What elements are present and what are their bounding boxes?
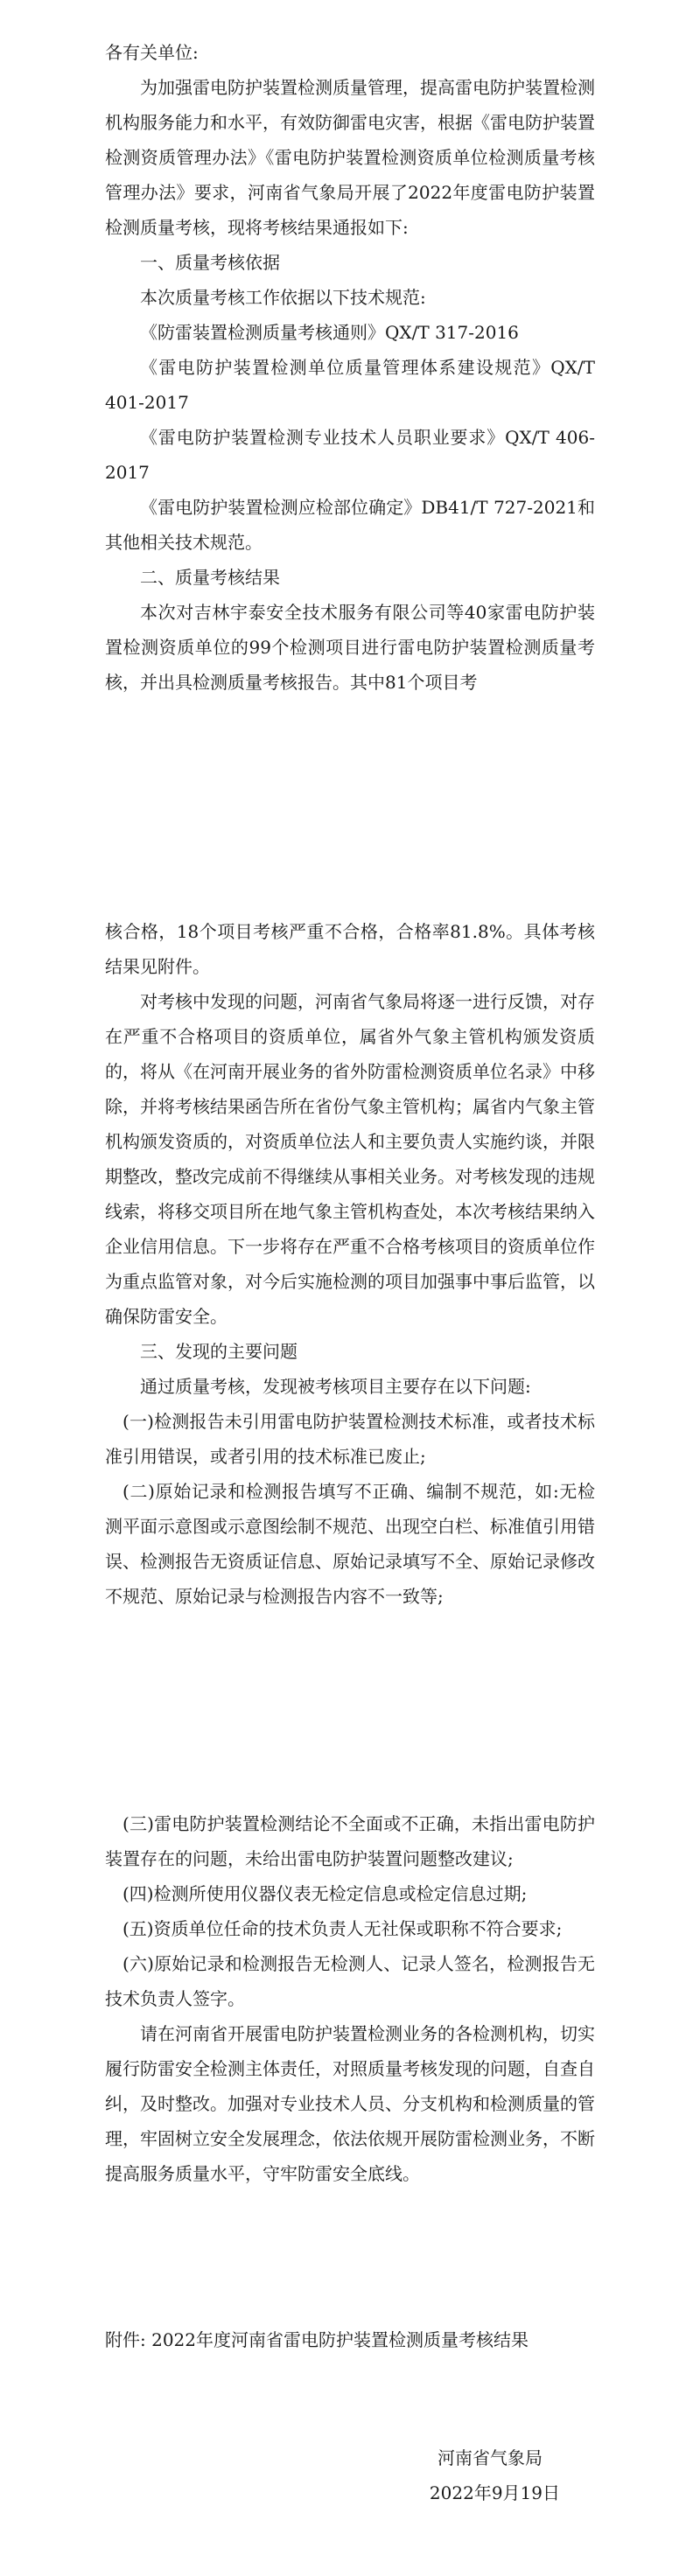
standard-item-3: 《雷电防护装置检测专业技术人员职业要求》QX/T 406-2017 (105, 427, 595, 483)
attachment-block (105, 2322, 595, 2357)
feedback-paragraph: 对考核中发现的问题，河南省气象局将逐一进行反馈，对存在严重不合格项目的资质单位，属省外气象主管机构颁发资质的，将从《在河南开展业务的省外防雷检测资质单位名录》中移除，并将考核结果函告所在省份气象主管机构；属省内气象主管机构颁发资质的，对资质单位法人和主要负责人实施约谈，并限期整改，整改完成前不得继续从事相关业务。对考核发现的违规线索，将移交项目所在地气象主管机构查处，本次考核结果纳入企业信用信息。下一步将存在严重不合格考核项目的资质单位作为重点监管对象，对今后实施检测的项目加强事中事后监管，以确保防雷安全。 (105, 991, 595, 1327)
attachment-line: 附件: 2022年度河南省雷电防护装置检测质量考核结果 (105, 2329, 528, 2350)
page-three-content (105, 1806, 595, 2191)
recipient-line: 各有关单位: (105, 42, 199, 63)
standard-item-2: 《雷电防护装置检测单位质量管理体系建设规范》QX/T 401-2017 (105, 357, 595, 413)
problem-item-5: (五)资质单位任命的技术负责人无社保或职称不符合要求; (122, 1918, 563, 1939)
problem-item-1: (一)检测报告未引用雷电防护装置检测技术标准，或者技术标准引用错误，或者引用的技术标准已废止; (105, 1411, 595, 1467)
closing-paragraph: 请在河南省开展雷电防护装置检测业务的各检测机构，切实履行防雷安全检测主体责任，对照质量考核发现的问题，自查自纠，及时整改。加强对专业技术人员、分支机构和检测质量的管理，牢固树立安全发展理念，依法依规开展防雷检测业务，不断提高服务质量水平，守牢防雷安全底线。 (105, 2023, 595, 2184)
intro-paragraph: 为加强雷电防护装置检测质量管理，提高雷电防护装置检测机构服务能力和水平，有效防御雷电灾害，根据《雷电防护装置检测资质管理办法》《雷电防护装置检测资质单位检测质量考核管理办法》要求，河南省气象局开展了2022年度雷电防护装置检测质量考核，现将考核结果通报如下: (105, 77, 595, 238)
problem-item-4: (四)检测所使用仪器仪表无检定信息或检定信息过期; (122, 1883, 528, 1904)
section-one-lead: 本次质量考核工作依据以下技术规范: (140, 287, 426, 308)
standard-item-4: 《雷电防护装置检测应检部位确定》DB41/T 727-2021和其他相关技术规范。 (105, 497, 595, 553)
page-two-content (105, 914, 595, 1614)
results-paragraph-part2: 核合格，18个项目考核严重不合格，合格率81.8%。具体考核结果见附件。 (105, 921, 595, 977)
results-paragraph-part1: 本次对吉林宇泰安全技术服务有限公司等40家雷电防护装置检测资质单位的99个检测项目进行雷电防护装置检测质量考核，并出具检测质量考核报告。其中81个项目考 (105, 602, 595, 693)
section-three-lead: 通过质量考核，发现被考核项目主要存在以下问题: (140, 1376, 531, 1397)
page-one-content (105, 35, 595, 700)
section-three-title: 三、发现的主要问题 (140, 1341, 298, 1362)
signature-org: 河南省气象局 (438, 2447, 542, 2468)
problem-item-2: (二)原始记录和检测报告填写不正确、编制不规范，如:无检测平面示意图或示意图绘制不规范、出现空白栏、标准值引用错误、检测报告无资质证信息、原始记录填写不全、原始记录修改不规范、原始记录与检测报告内容不一致等; (105, 1481, 595, 1607)
signature-date: 2022年9月19日 (429, 2482, 560, 2503)
problem-item-3: (三)雷电防护装置检测结论不全面或不正确，未指出雷电防护装置存在的问题，未给出雷电防护装置问题整改建议; (105, 1813, 595, 1869)
problem-item-6: (六)原始记录和检测报告无检测人、记录人签名，检测报告无技术负责人签字。 (105, 1953, 595, 2009)
section-two-title: 二、质量考核结果 (140, 567, 280, 588)
signature-block (105, 2440, 595, 2510)
section-one-title: 一、质量考核依据 (140, 252, 280, 273)
standard-item-1: 《防雷装置检测质量考核通则》QX/T 317-2016 (140, 322, 519, 343)
